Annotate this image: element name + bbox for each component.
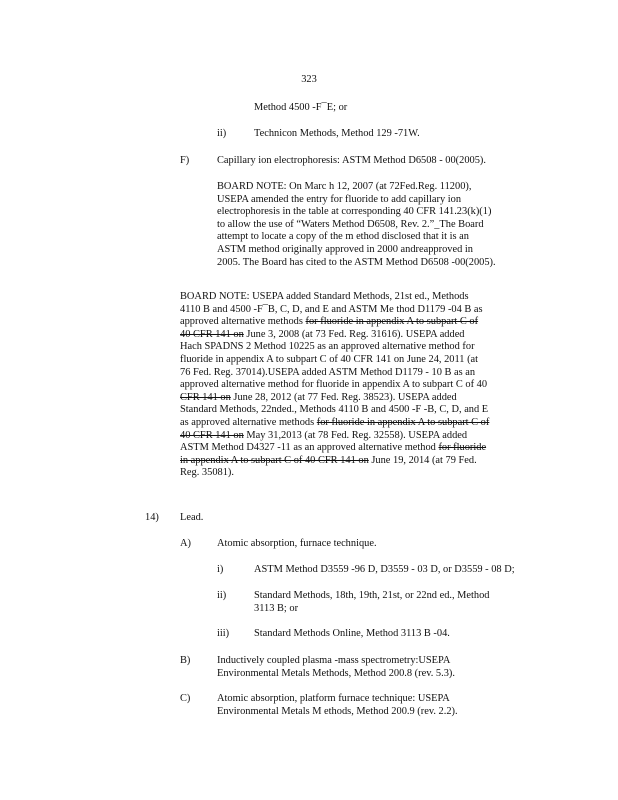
struck-text: for fluoride in appendix A to subpart C of (316, 416, 490, 428)
F-board-note (217, 181, 535, 269)
note-text: May 31,2013 (at 78 Fed. Reg. 32558). USEPA added (243, 429, 468, 441)
page-number: 323 (301, 74, 317, 85)
note-line (180, 392, 540, 405)
item-ii-text: Technicon Methods, Method 129 -71W. (254, 128, 420, 139)
note-line (180, 316, 540, 329)
struck-text: CFR 141 on (180, 391, 231, 403)
struck-text: for fluoride (438, 442, 487, 454)
note-line (180, 442, 540, 455)
section-14-number: 14) (145, 512, 159, 523)
text-line: Environmental Metals M ethods, Method 200.9 (rev. 2.2). (217, 705, 458, 717)
note-line (180, 417, 540, 430)
struck-text: in appendix A to subpart C of 40 CFR 141 on (180, 454, 369, 466)
text-line: 3113 B; or (254, 602, 299, 614)
lead-B-label: B) (180, 655, 191, 666)
lead-Ai-text: ASTM Method D3559 -96 D, D3559 - 03 D, or D3559 - 08 D; (254, 564, 515, 575)
note-text: approved alternative methods (180, 316, 306, 328)
note-line: 2005. The Board has cited to the ASTM Method D6508 -00(2005). (217, 256, 496, 268)
lead-A-label: A) (180, 538, 191, 549)
note-line (180, 329, 540, 342)
note-line: Standard Methods, 22nded., Methods 4110 B and 4500 -F -B, C, D, and E (180, 404, 489, 416)
note-line: attempt to locate a copy of the m ethod disclosed that it is an (217, 231, 469, 243)
item-F-text: Capillary ion electrophoresis: ASTM Method D6508 - 00(2005). (217, 155, 486, 166)
lead-A-text: Atomic absorption, furnace technique. (217, 538, 377, 549)
section-14-title: Lead. (180, 512, 204, 523)
note-line: Reg. 35081). (180, 467, 234, 479)
item-ii-label: ii) (217, 128, 227, 139)
note-line: BOARD NOTE: USEPA added Standard Methods, 21st ed., Methods (180, 291, 469, 302)
lead-Aiii-text: Standard Methods Online, Method 3113 B -04. (254, 628, 450, 639)
lead-Aii-text (254, 590, 490, 615)
note-line: to allow the use of “Waters Method D6508, Rev. 2.”_The Board (217, 218, 484, 230)
struck-text: for fluoride in appendix A to subpart C of (305, 316, 479, 328)
note-line: fluoride in appendix A to subpart C of 40 CFR 141 on June 24, 2011 (at (180, 353, 479, 365)
note-text: June 3, 2008 (at 73 Fed. Reg. 31616). USEPA added (243, 328, 465, 340)
text-line: Atomic absorption, platform furnace technique: USEPA (217, 693, 450, 704)
text-line: Environmental Metals Methods, Method 200.8 (rev. 5.3). (217, 667, 455, 679)
note-line: approved alternative method for fluoride in appendix A to subpart C of 40 (180, 379, 488, 391)
note-line (180, 430, 540, 443)
struck-text: 40 CFR 141 on (180, 328, 244, 340)
note-text: June 28, 2012 (at 77 Fed. Reg. 38523). USEPA added (230, 391, 457, 403)
note-line: ASTM method originally approved in 2000 andreapproved in (217, 243, 473, 255)
note-line: electrophoresis in the table at corresponding 40 CFR 141.23(k)(1) (217, 206, 492, 218)
note-text: June 19, 2014 (at 79 Fed. (368, 454, 477, 466)
method-4500-line: Method 4500 -F¯E; or (254, 102, 348, 113)
struck-text: 40 CFR 141 on (180, 429, 244, 441)
lead-Aii-label: ii) (217, 590, 227, 601)
text-line: Inductively coupled plasma -mass spectrometry:USEPA (217, 655, 451, 666)
lead-C-text (217, 693, 458, 718)
note-line: BOARD NOTE: On Marc h 12, 2007 (at 72Fed.Reg. 11200), (217, 181, 472, 192)
lead-B-text (217, 655, 455, 680)
board-note-paragraph (180, 291, 540, 480)
note-line: Hach SPADNS 2 Method 10225 as an approved alternative method for (180, 341, 475, 353)
note-text: as approved alternative methods (180, 416, 317, 428)
note-line: USEPA amended the entry for fluoride to add capillary ion (217, 193, 462, 205)
item-F-label: F) (180, 155, 190, 166)
note-line: 76 Fed. Reg. 37014).USEPA added ASTM Method D1179 - 10 B as an (180, 366, 476, 378)
text-line: Standard Methods, 18th, 19th, 21st, or 22nd ed., Method (254, 590, 490, 601)
note-text: ASTM Method D4327 -11 as an approved alternative method (180, 442, 439, 454)
lead-Aiii-label: iii) (217, 628, 230, 639)
lead-Ai-label: i) (217, 564, 224, 575)
note-line (180, 455, 540, 468)
note-line: 4110 B and 4500 -F¯B, C, D, and E and ASTM Me thod D1179 -04 B as (180, 303, 483, 315)
lead-C-label: C) (180, 693, 191, 704)
